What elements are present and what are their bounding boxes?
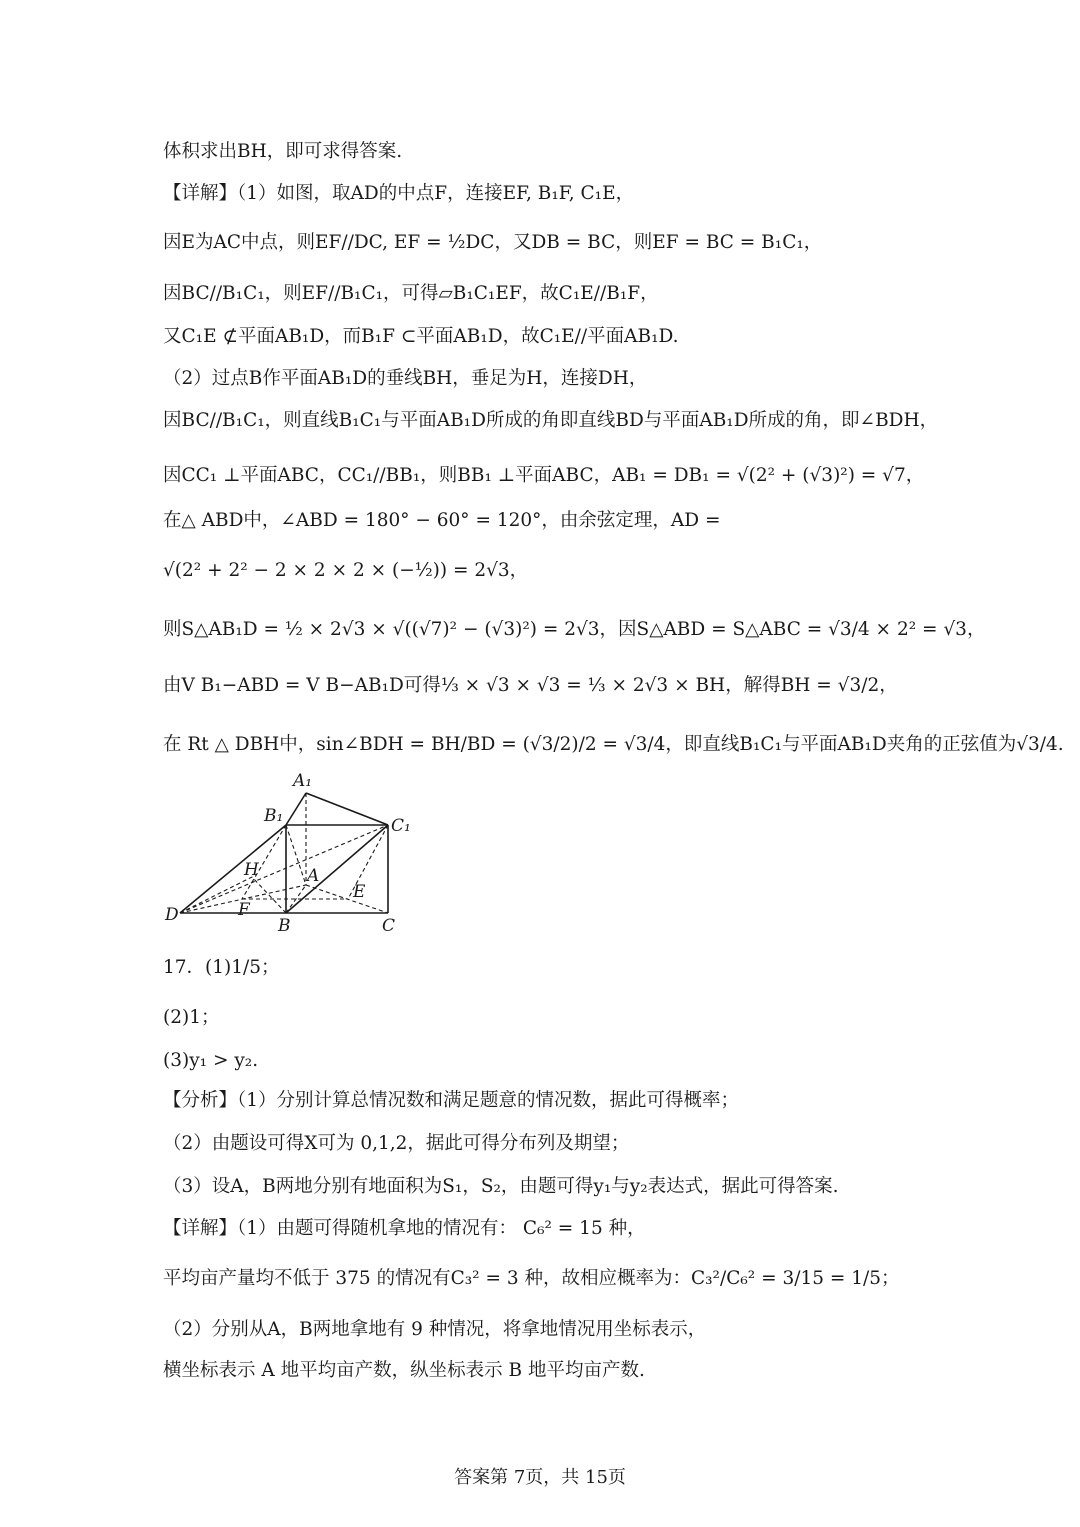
text-line-3: 因E为AC中点，则EF//DC, EF = ½DC，又DB = BC，则EF = BC = B₁C₁， bbox=[163, 232, 823, 253]
detail2-line-1 bbox=[163, 1216, 646, 1242]
analysis-heading: 【分析】 bbox=[163, 1090, 238, 1111]
detail2-line-3: （2）分别从A，B两地拿地有 9 种情况，将拿地情况用坐标表示， bbox=[163, 1319, 707, 1340]
label-H: H bbox=[244, 860, 259, 880]
q17-answer-2: (2)1； bbox=[163, 1007, 220, 1028]
label-E: E bbox=[353, 882, 366, 902]
text-line-8: 因CC₁ ⊥平面ABC，CC₁//BB₁，则BB₁ ⊥平面ABC，AB₁ = DB₁ = √(2² + (√3)²) = √7， bbox=[163, 465, 925, 486]
detail-heading: 【详解】 bbox=[163, 183, 238, 204]
detail-text: （1）如图，取AD的中点F，连接EF, B₁F, C₁E， bbox=[237, 183, 635, 204]
text-line-9: 在△ ABD中，∠ABD = 180° − 60° = 120°，由余弦定理，AD = bbox=[163, 510, 721, 531]
label-A1: A₁ bbox=[293, 771, 313, 791]
label-D: D bbox=[165, 905, 179, 925]
prism-figure bbox=[160, 765, 420, 940]
detail2-line-2: 平均亩产量均不低于 375 的情况有C₃² = 3 种，故相应概率为：C₃²/C₆² = 3/15 = 1/5； bbox=[163, 1268, 900, 1289]
dashed-B-H bbox=[252, 877, 286, 913]
detail2-line-4: 横坐标表示 A 地平均亩产数，纵坐标表示 B 地平均亩产数. bbox=[163, 1360, 645, 1381]
label-A: A bbox=[307, 866, 320, 886]
page-footer: 答案第 7页，共 15页 bbox=[454, 1467, 626, 1488]
label-F: F bbox=[238, 900, 250, 920]
detail-line-1 bbox=[163, 181, 634, 207]
label-C: C bbox=[382, 916, 396, 936]
text-line-12: 由V B₁−ABD = V B−AB₁D可得⅓ × √3 × √3 = ⅓ × 2√3 × BH，解得BH = √3/2， bbox=[163, 675, 898, 696]
text-line-4: 因BC//B₁C₁，则EF//B₁C₁，可得▱B₁C₁EF，故C₁E//B₁F， bbox=[163, 283, 659, 304]
analysis-line-2: （2）由题设可得X可为 0,1,2，据此可得分布列及期望； bbox=[163, 1133, 630, 1154]
dashed-B1-A bbox=[286, 825, 306, 885]
edge-B-C1 bbox=[286, 825, 388, 913]
text-line-1: 体积求出BH，即可求得答案. bbox=[163, 141, 403, 162]
q17-answer-3: (3)y₁ > y₂. bbox=[163, 1050, 259, 1071]
analysis-line-1 bbox=[163, 1088, 739, 1114]
text-line-10: √(2² + 2² − 2 × 2 × 2 × (−½)) = 2√3， bbox=[163, 560, 529, 581]
text-line-11: 则S△AB₁D = ½ × 2√3 × √((√7)² − (√3)²) = 2√3，因S△ABD = S△ABC = √3/4 × 2² = √3， bbox=[163, 619, 986, 640]
analysis-text: （1）分别计算总情况数和满足题意的情况数，据此可得概率； bbox=[237, 1090, 740, 1111]
detail2-text: （1）由题可得随机拿地的情况有： C₆² = 15 种， bbox=[237, 1218, 646, 1239]
detail2-heading: 【详解】 bbox=[163, 1218, 238, 1239]
text-line-13: 在 Rt △ DBH中，sin∠BDH = BH/BD = (√3/2)/2 = √3/4，即直线B₁C₁与平面AB₁D夹角的正弦值为√3/4. bbox=[163, 734, 1064, 755]
analysis-line-3: （3）设A，B两地分别有地面积为S₁，S₂，由题可得y₁与y₂表达式，据此可得答案. bbox=[163, 1176, 839, 1197]
label-B: B bbox=[278, 916, 291, 936]
label-C1: C₁ bbox=[391, 816, 411, 836]
text-line-5: 又C₁E ⊄平面AB₁D，而B₁F ⊂平面AB₁D，故C₁E//平面AB₁D. bbox=[163, 326, 679, 347]
label-B1: B₁ bbox=[264, 806, 284, 826]
q17-answer-1: 17．(1)1/5； bbox=[163, 957, 280, 978]
edge-D-B1 bbox=[180, 825, 286, 913]
text-line-6: （2）过点B作平面AB₁D的垂线BH，垂足为H，连接DH， bbox=[163, 368, 648, 389]
text-line-7: 因BC//B₁C₁，则直线B₁C₁与平面AB₁D所成的角即直线BD与平面AB₁D所成的角，即∠BDH， bbox=[163, 410, 939, 431]
edge-A1-C1 bbox=[306, 793, 388, 825]
edge-B1-A1 bbox=[286, 793, 306, 825]
